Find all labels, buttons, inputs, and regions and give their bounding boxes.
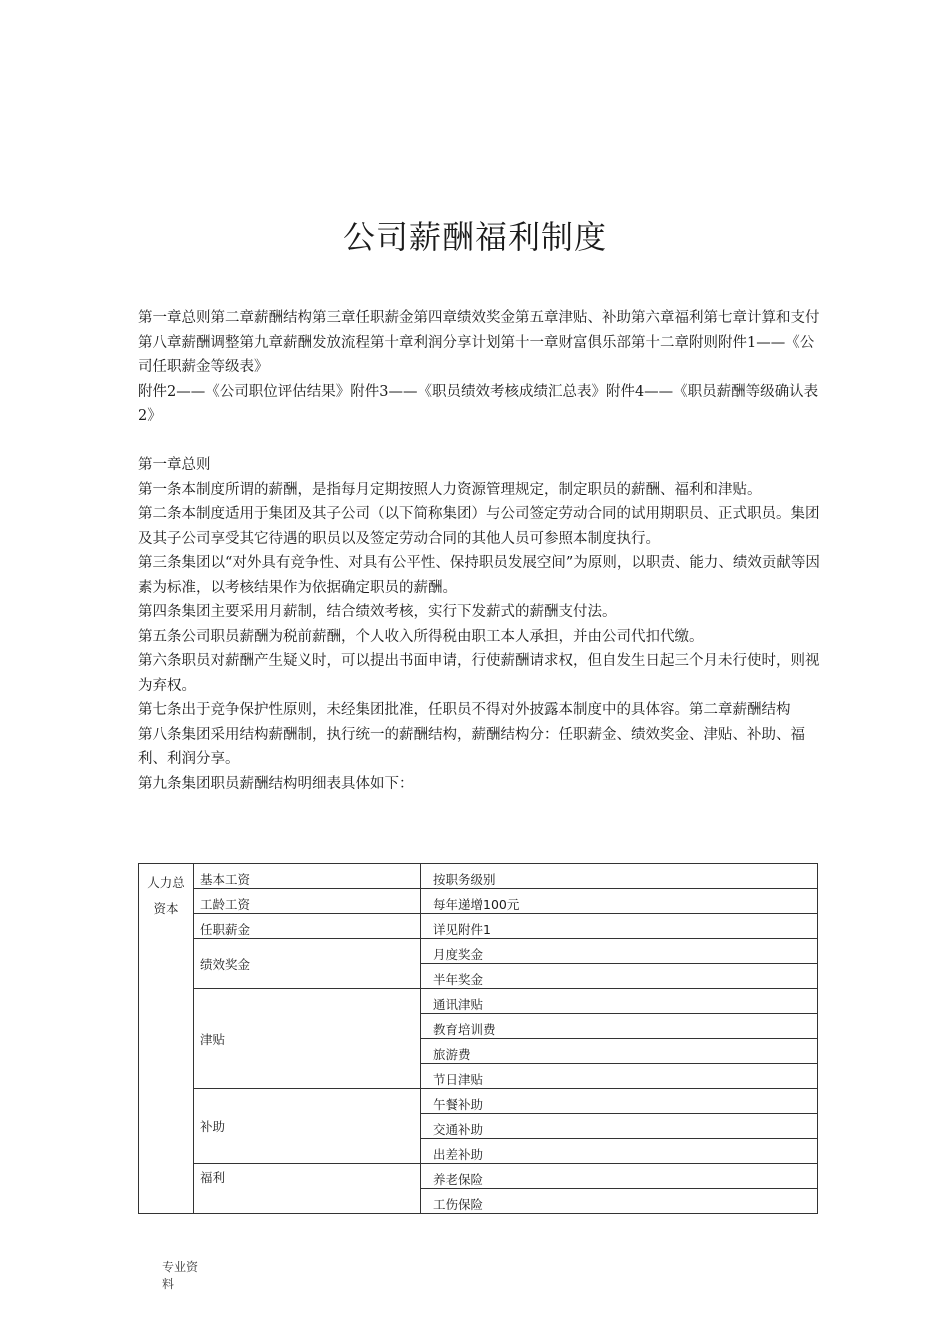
group-cell: 基本工资 (194, 864, 421, 889)
article-4: 第四条集团主要采用月薪制，结合绩效考核，实行下发薪式的薪酬支付法。 (138, 604, 617, 620)
item-cell: 交通补助 (421, 1114, 818, 1139)
document-title: 公司薪酬福利制度 (342, 218, 607, 256)
item-cell: 教育培训费 (421, 1014, 818, 1039)
item-cell: 半年奖金 (421, 964, 818, 989)
article-3: 第三条集团以“对外具有竞争性、对具有公平性、保持职员发展空间”为原则，以职责、能力、绩效贡献等因素为标准，以考核结果作为依据确定职员的薪酬。 (138, 555, 820, 596)
item-cell: 午餐补助 (421, 1089, 818, 1114)
footer-line2: 料 (162, 1277, 175, 1291)
item-cell: 详见附件1 (421, 914, 818, 939)
group-cell: 任职薪金 (194, 914, 421, 939)
group-cell: 工龄工资 (194, 889, 421, 914)
group-cell: 补助 (194, 1089, 421, 1164)
category-label-line2: 资本 (153, 901, 179, 916)
category-cell (139, 864, 194, 1214)
article-6: 第六条职员对薪酬产生疑义时，可以提出书面申请，行使薪酬请求权，但自发生日起三个月未行使时，则视为弃权。 (138, 653, 820, 694)
article-9: 第九条集团职员薪酬结构明细表具体如下： (138, 775, 414, 792)
document-body (138, 306, 828, 796)
table-row (139, 864, 818, 889)
item-cell: 每年递增100元 (421, 889, 818, 914)
category-label-line1: 人力总 (147, 875, 185, 890)
page-footer (162, 1259, 212, 1293)
table-row (139, 989, 818, 1014)
table-row (139, 889, 818, 914)
salary-structure-table (138, 863, 818, 1214)
item-cell: 节日津贴 (421, 1064, 818, 1089)
group-cell: 福利 (194, 1164, 421, 1214)
article-2: 第二条本制度适用于集团及其子公司（以下简称集团）与公司签定劳动合同的试用期职员、正式职员。集团及其子公司享受其它待遇的职员以及签定劳动合同的其他人员可参照本制度执行。 (138, 506, 820, 547)
item-cell: 月度奖金 (421, 939, 818, 964)
group-cell: 津贴 (194, 989, 421, 1089)
group-cell: 绩效奖金 (194, 939, 421, 989)
table-row (139, 1164, 818, 1189)
table-row (139, 1089, 818, 1114)
table-row (139, 939, 818, 964)
footer-line1: 专业资 (162, 1260, 199, 1274)
paragraph-gap (138, 429, 828, 454)
item-cell: 工伤保险 (421, 1189, 818, 1214)
item-cell: 旅游费 (421, 1039, 818, 1064)
item-cell: 出差补助 (421, 1139, 818, 1164)
toc-paragraph: 第一章总则第二章薪酬结构第三章任职薪金第四章绩效奖金第五章津贴、补助第六章福利第七章计算和支付第八章薪酬调整第九章薪酬发放流程第十章利润分享计划第十一章财富俱乐部第十二章附则附件1——《公司任职薪金等级表》 (138, 310, 820, 375)
item-cell: 按职务级别 (421, 864, 818, 889)
article-5: 第五条公司职员薪酬为税前薪酬，个人收入所得税由职工本人承担，并由公司代扣代缴。 (138, 628, 704, 645)
article-1: 第一条本制度所谓的薪酬，是指每月定期按照人力资源管理规定，制定职员的薪酬、福利和津贴。 (138, 481, 762, 498)
item-cell: 养老保险 (421, 1164, 818, 1189)
appendix-paragraph: 附件2——《公司职位评估结果》附件3——《职员绩效考核成绩汇总表》附件4——《职员薪酬等级确认表2》 (138, 383, 819, 424)
article-8: 第八条集团采用结构薪酬制，执行统一的薪酬结构，薪酬结构分：任职薪金、绩效奖金、津贴、补助、福利、利润分享。 (138, 726, 805, 767)
table-row (139, 914, 818, 939)
chapter-heading: 第一章总则 (138, 457, 211, 473)
article-7: 第七条出于竞争保护性原则，未经集团批准，任职员不得对外披露本制度中的具体容。第二章薪酬结构 (138, 702, 791, 718)
item-cell: 通讯津贴 (421, 989, 818, 1014)
